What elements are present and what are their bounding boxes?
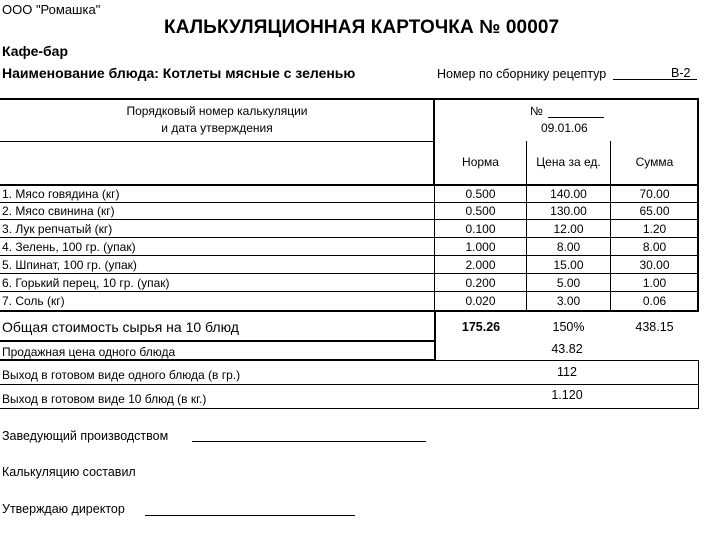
yield-ten-bottom <box>0 408 699 409</box>
ingredient-price: 140.00 <box>550 187 587 201</box>
ingredient-name: 3. Лук репчатый (кг) <box>2 222 113 236</box>
ingredient-name: 1. Мясо говядина (кг) <box>2 187 120 201</box>
ingredient-sum: 30.00 <box>639 258 670 272</box>
col-header-price: Цена за ед. <box>536 155 601 169</box>
ingredient-norm: 0.100 <box>465 222 496 236</box>
ingredient-sum: 70.00 <box>639 187 670 201</box>
ingredient-norm: 0.500 <box>465 204 496 218</box>
row-sep-5 <box>0 273 698 274</box>
ingredient-name: 2. Мясо свинина (кг) <box>2 204 115 218</box>
compiled-by-label: Калькуляцию составил <box>2 465 136 479</box>
ingredient-price: 8.00 <box>556 240 581 254</box>
ingredient-price: 130.00 <box>550 204 587 218</box>
yield-right-border <box>698 360 699 409</box>
row-sep-6 <box>0 291 698 292</box>
ingredient-price: 12.00 <box>553 222 584 236</box>
ingredient-norm: 2.000 <box>465 258 496 272</box>
ingredient-norm: 0.500 <box>465 187 496 201</box>
total-cost-label: Общая стоимость сырья на 10 блюд <box>2 319 239 335</box>
director-label: Утверждаю директор <box>2 502 125 516</box>
markup-percent: 150% <box>552 320 585 334</box>
yield-ten-label: Выход в готовом виде 10 блюд (в кг.) <box>2 392 207 406</box>
table-top-border <box>0 98 699 100</box>
ingredient-sum: 8.00 <box>642 240 667 254</box>
organization-name: ООО "Ромашка" <box>2 2 101 17</box>
ingredient-name: 5. Шпинат, 100 гр. (упак) <box>2 258 137 272</box>
yield-one-value: 112 <box>557 365 577 379</box>
sale-price-label: Продажная цена одного блюда <box>2 345 176 359</box>
yield-one-label: Выход в готовом виде одного блюда (в гр.) <box>2 368 241 382</box>
ingredient-norm: 1.000 <box>465 240 496 254</box>
calc-number-header-line2: и дата утверждения <box>161 121 273 135</box>
ingredient-price: 3.00 <box>556 294 581 308</box>
total-cost-value: 175.26 <box>461 320 501 334</box>
ingredient-name: 6. Горький перец, 10 гр. (упак) <box>2 276 170 290</box>
ingredient-name: 7. Соль (кг) <box>2 294 65 308</box>
production-head-label: Заведующий производством <box>2 429 169 443</box>
ingredient-sum: 1.20 <box>642 222 667 236</box>
sale-price-value: 43.82 <box>551 342 583 356</box>
ingredient-price: 15.00 <box>553 258 584 272</box>
calc-number-header-line1: Порядковый номер калькуляции <box>126 104 308 118</box>
dish-name: Наименование блюда: Котлеты мясные с зеленью <box>2 65 356 81</box>
row-sep-7 <box>0 310 699 312</box>
row-sep-4 <box>0 255 698 256</box>
recipe-number-value: В-2 <box>671 66 691 80</box>
total-with-markup: 438.15 <box>635 320 674 334</box>
ingredient-sum: 0.06 <box>642 294 667 308</box>
columns-header-bottom <box>0 184 699 186</box>
ingredient-name: 4. Зелень, 100 гр. (упак) <box>2 240 136 254</box>
yield-ten-value: 1.120 <box>551 388 583 402</box>
ingredient-norm: 0.200 <box>465 276 496 290</box>
recipe-number-label: Номер по сборнику рецептур <box>437 67 607 81</box>
yield-one-bottom <box>0 384 699 385</box>
ingredient-price: 5.00 <box>556 276 581 290</box>
calc-number-label: № <box>530 104 543 118</box>
row-sep-1 <box>0 202 698 203</box>
col-header-sum: Сумма <box>635 155 674 169</box>
yield-one-top <box>0 360 699 361</box>
row-sep-3 <box>0 237 698 238</box>
approval-date: 09.01.06 <box>541 121 588 135</box>
establishment-type: Кафе-бар <box>2 43 69 59</box>
production-head-signature-line[interactable] <box>192 441 426 442</box>
ingredient-sum: 65.00 <box>639 204 670 218</box>
total-row-bottom <box>0 340 436 342</box>
col-header-norm: Норма <box>462 155 499 169</box>
calc-number-underline <box>548 117 604 118</box>
row-sep-2 <box>0 219 698 220</box>
ingredient-sum: 1.00 <box>642 276 667 290</box>
header-row-bottom <box>0 141 434 142</box>
director-signature-line[interactable] <box>145 515 355 516</box>
ingredient-norm: 0.020 <box>465 294 496 308</box>
document-title: КАЛЬКУЛЯЦИОННАЯ КАРТОЧКА № 00007 <box>164 17 560 38</box>
